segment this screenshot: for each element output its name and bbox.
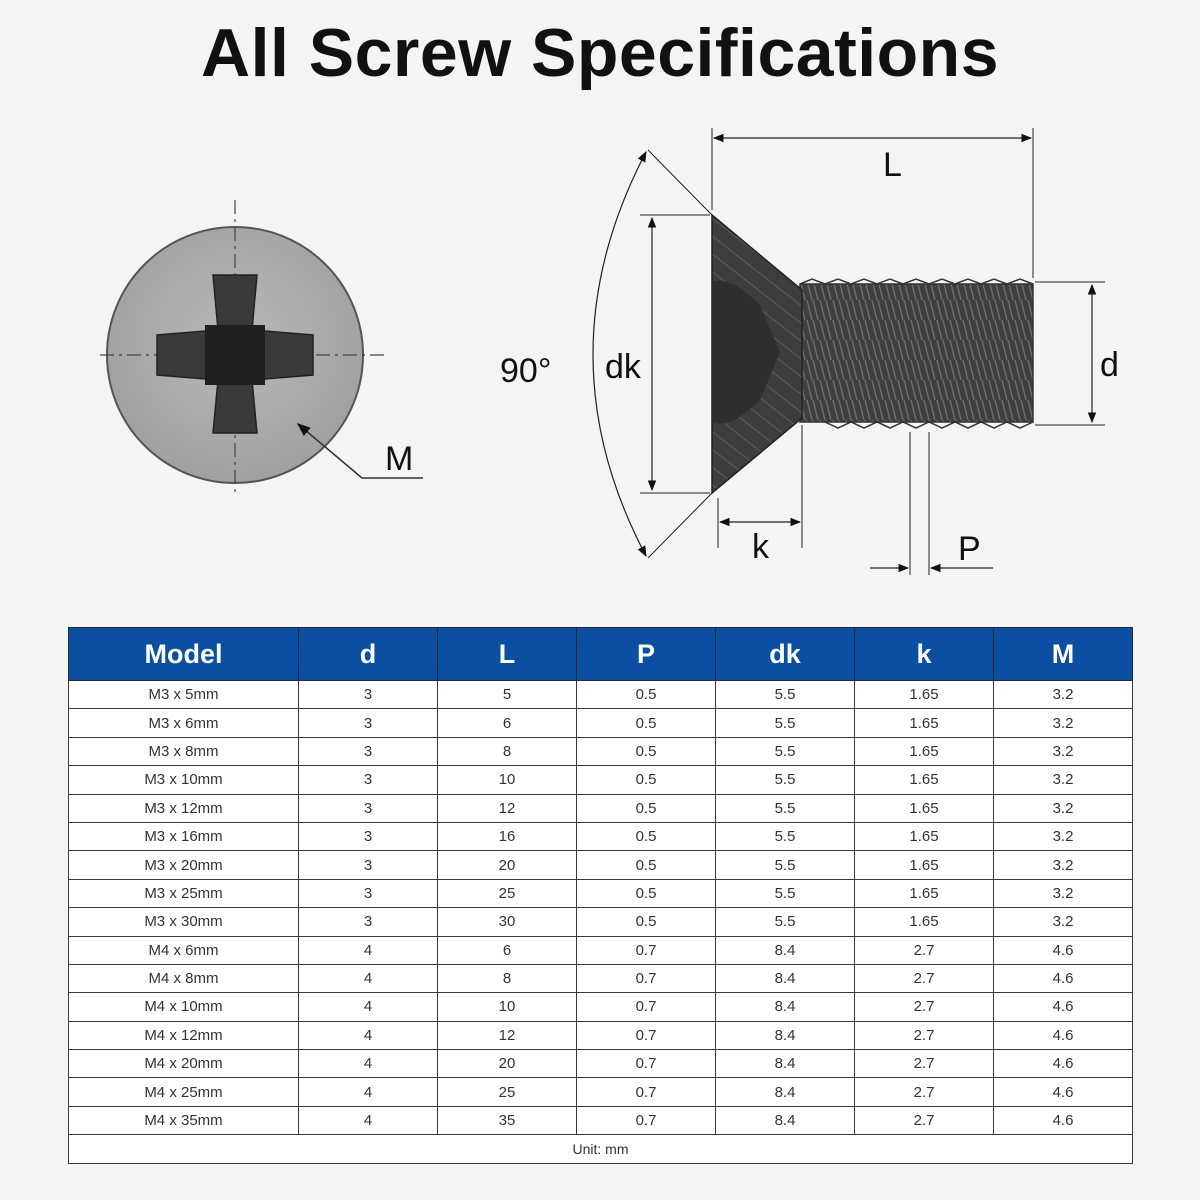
cell-d: 4 [299,1021,438,1049]
cell-k: 1.65 [855,709,994,737]
table-row [69,851,1133,879]
header-P: P [577,628,716,681]
cell-L: 35 [438,1106,577,1134]
cell-M: 4.6 [994,1106,1133,1134]
page-title: All Screw Specifications [200,15,1000,91]
cell-k: 1.65 [855,794,994,822]
cell-model: M3 x 12mm [69,794,299,822]
table-footer-row [69,1135,1133,1163]
label-angle: 90° [500,352,552,390]
cell-L: 25 [438,1078,577,1106]
cell-M: 4.6 [994,1021,1133,1049]
label-M: M [385,440,414,478]
cell-P: 0.5 [577,709,716,737]
cell-L: 25 [438,879,577,907]
cell-L: 20 [438,851,577,879]
cell-k: 2.7 [855,1021,994,1049]
cell-dk: 8.4 [716,1078,855,1106]
cell-L: 16 [438,822,577,850]
cell-P: 0.5 [577,908,716,936]
unit-note: Unit: mm [69,1135,1133,1163]
cell-k: 2.7 [855,1106,994,1134]
cell-model: M4 x 25mm [69,1078,299,1106]
cell-M: 3.2 [994,766,1133,794]
cell-model: M3 x 20mm [69,851,299,879]
cell-M: 3.2 [994,709,1133,737]
cell-d: 4 [299,936,438,964]
cell-P: 0.7 [577,1106,716,1134]
table-row [69,879,1133,907]
table-row [69,964,1133,992]
cell-k: 1.65 [855,879,994,907]
table-row [69,794,1133,822]
cell-L: 30 [438,908,577,936]
screw-head-top-view [100,200,423,495]
cell-dk: 8.4 [716,964,855,992]
cell-d: 3 [299,766,438,794]
cell-dk: 8.4 [716,1021,855,1049]
table-row [69,709,1133,737]
cell-L: 12 [438,794,577,822]
cell-d: 3 [299,822,438,850]
table-row [69,766,1133,794]
table-row [69,737,1133,765]
cell-dk: 5.5 [716,681,855,709]
cell-d: 4 [299,964,438,992]
cell-L: 6 [438,936,577,964]
cell-dk: 8.4 [716,993,855,1021]
header-k: k [855,628,994,681]
cell-M: 3.2 [994,737,1133,765]
cell-k: 2.7 [855,936,994,964]
header-L: L [438,628,577,681]
cell-model: M3 x 16mm [69,822,299,850]
cell-dk: 5.5 [716,766,855,794]
cell-d: 4 [299,1050,438,1078]
cell-model: M3 x 30mm [69,908,299,936]
cell-dk: 5.5 [716,794,855,822]
cell-P: 0.7 [577,964,716,992]
cell-L: 5 [438,681,577,709]
cell-M: 4.6 [994,936,1133,964]
cell-d: 3 [299,908,438,936]
cell-dk: 8.4 [716,1106,855,1134]
table-row [69,993,1133,1021]
cell-d: 3 [299,737,438,765]
table-row [69,1021,1133,1049]
cell-M: 3.2 [994,879,1133,907]
cell-M: 4.6 [994,993,1133,1021]
cell-d: 4 [299,993,438,1021]
cell-P: 0.7 [577,936,716,964]
table-row [69,1106,1133,1134]
cell-model: M4 x 35mm [69,1106,299,1134]
cell-d: 4 [299,1106,438,1134]
cell-k: 2.7 [855,964,994,992]
cell-P: 0.5 [577,737,716,765]
table-row [69,936,1133,964]
cell-k: 1.65 [855,851,994,879]
cell-dk: 5.5 [716,908,855,936]
cell-d: 4 [299,1078,438,1106]
cell-L: 6 [438,709,577,737]
cell-P: 0.5 [577,879,716,907]
header-M: M [994,628,1133,681]
label-d: d [1100,346,1119,384]
cell-M: 4.6 [994,964,1133,992]
cell-model: M3 x 6mm [69,709,299,737]
cell-model: M4 x 20mm [69,1050,299,1078]
table-header-row [69,628,1133,681]
cell-d: 3 [299,794,438,822]
cell-M: 3.2 [994,851,1133,879]
cell-k: 1.65 [855,908,994,936]
table-body [69,681,1133,1135]
cell-dk: 8.4 [716,936,855,964]
cell-d: 3 [299,879,438,907]
cell-model: M3 x 10mm [69,766,299,794]
cell-d: 3 [299,851,438,879]
cell-d: 3 [299,709,438,737]
cell-dk: 5.5 [716,822,855,850]
cell-P: 0.5 [577,794,716,822]
cell-dk: 5.5 [716,737,855,765]
cell-dk: 5.5 [716,879,855,907]
label-k: k [752,528,769,566]
cell-k: 2.7 [855,993,994,1021]
cell-L: 8 [438,964,577,992]
cell-M: 3.2 [994,822,1133,850]
table-row [69,822,1133,850]
cell-dk: 5.5 [716,709,855,737]
table-row [69,908,1133,936]
label-dk: dk [605,348,641,386]
cell-k: 2.7 [855,1078,994,1106]
cell-dk: 8.4 [716,1050,855,1078]
cell-M: 4.6 [994,1078,1133,1106]
table-row [69,681,1133,709]
cell-k: 1.65 [855,681,994,709]
label-P: P [958,530,981,568]
header-d: d [299,628,438,681]
cell-P: 0.5 [577,822,716,850]
cell-M: 3.2 [994,794,1133,822]
cell-model: M4 x 6mm [69,936,299,964]
cell-model: M4 x 12mm [69,1021,299,1049]
cell-k: 1.65 [855,737,994,765]
cell-M: 4.6 [994,1050,1133,1078]
cell-P: 0.5 [577,681,716,709]
cell-model: M4 x 8mm [69,964,299,992]
cell-M: 3.2 [994,681,1133,709]
cell-P: 0.5 [577,766,716,794]
cell-L: 12 [438,1021,577,1049]
cell-P: 0.7 [577,1078,716,1106]
cell-P: 0.7 [577,1021,716,1049]
table-row [69,1050,1133,1078]
spec-table [68,627,1133,1164]
cell-L: 10 [438,766,577,794]
table-row [69,1078,1133,1106]
header-model: Model [69,628,299,681]
cell-L: 20 [438,1050,577,1078]
cell-model: M4 x 10mm [69,993,299,1021]
cell-L: 10 [438,993,577,1021]
cell-P: 0.7 [577,1050,716,1078]
header-dk: dk [716,628,855,681]
cell-L: 8 [438,737,577,765]
cell-d: 3 [299,681,438,709]
cell-model: M3 x 5mm [69,681,299,709]
cell-M: 3.2 [994,908,1133,936]
cell-P: 0.7 [577,993,716,1021]
label-L: L [883,146,902,184]
cell-P: 0.5 [577,851,716,879]
cell-k: 1.65 [855,766,994,794]
screw-side-view [500,128,1119,575]
cell-k: 1.65 [855,822,994,850]
cell-model: M3 x 8mm [69,737,299,765]
cell-k: 2.7 [855,1050,994,1078]
cell-model: M3 x 25mm [69,879,299,907]
cell-dk: 5.5 [716,851,855,879]
